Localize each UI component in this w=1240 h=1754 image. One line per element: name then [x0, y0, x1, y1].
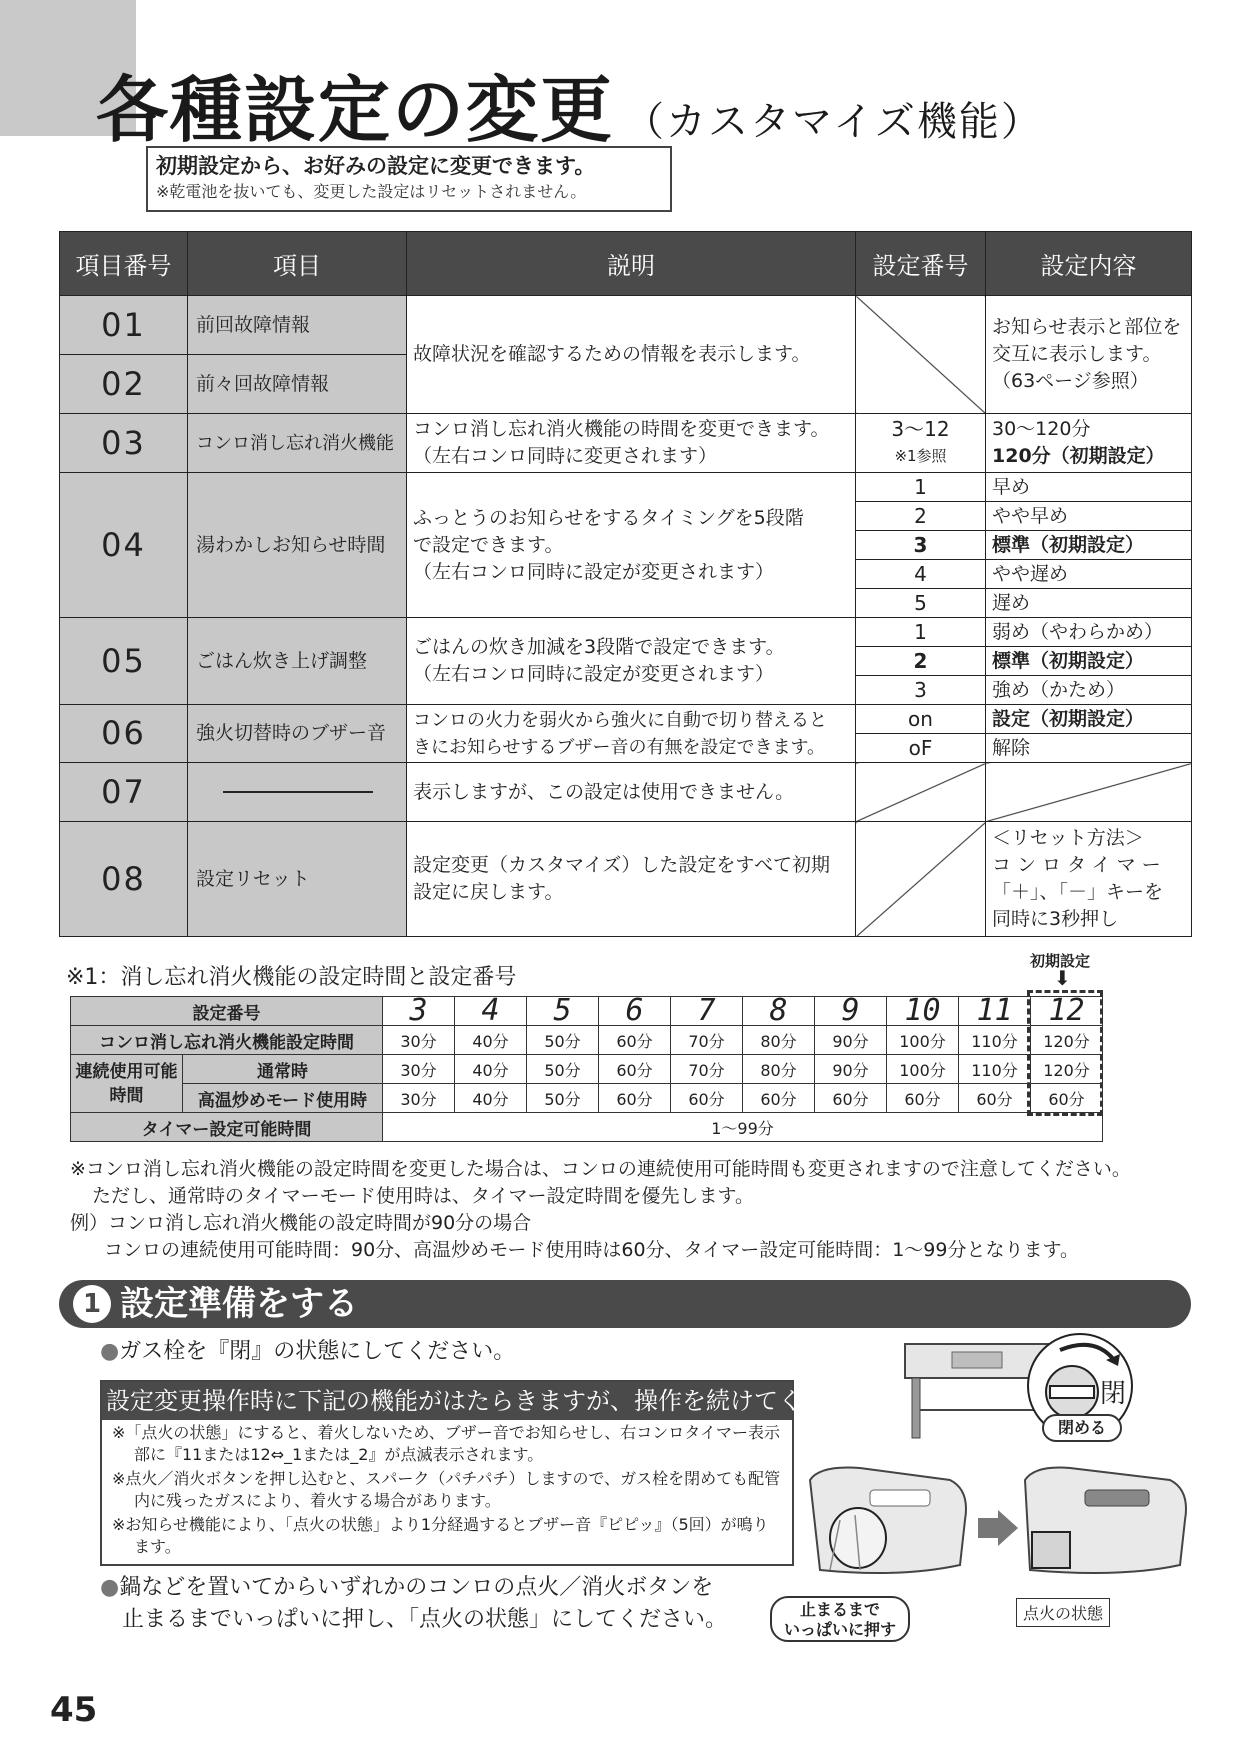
- time-cell: 100分: [887, 1055, 959, 1084]
- time-cell: 30分: [383, 1084, 455, 1113]
- setting-code: oF: [856, 734, 986, 763]
- item-name: ごはん炊き上げ調整: [188, 618, 407, 705]
- item-name: 設定リセット: [188, 822, 407, 937]
- setting-code: 4: [856, 560, 986, 589]
- time-cell: 60分: [887, 1084, 959, 1113]
- setting-code: 3〜12 ※1参照: [856, 414, 986, 473]
- setting-content: 設定（初期設定）: [986, 705, 1192, 734]
- table-row: [71, 997, 1103, 1026]
- time-cell: 120分: [1031, 1055, 1103, 1084]
- ignition-caption: 点火の状態: [1016, 1598, 1110, 1627]
- time-cell: 40分: [455, 1026, 527, 1055]
- unused-dash: [223, 791, 373, 793]
- table-row: [71, 1113, 1103, 1142]
- code-cell: 9: [815, 997, 887, 1026]
- warning-box: [100, 1380, 874, 1566]
- setting-code: 2: [856, 647, 986, 676]
- item-content: お知らせ表示と部位を 交互に表示します。 （63ページ参照）: [986, 296, 1192, 414]
- item-description: ごはんの炊き加減を3段階で設定できます。 （左右コンロ同時に設定が変更されます）: [407, 618, 856, 705]
- item-description: 故障状況を確認するための情報を表示します。: [407, 296, 856, 414]
- intro-text: 初期設定から、お好みの設定に変更できます。: [156, 154, 596, 178]
- item-number: 07: [60, 763, 188, 822]
- setting-content: 早め: [986, 473, 1192, 502]
- item-name: 強火切替時のブザー音: [188, 705, 407, 763]
- time-cell: 60分: [599, 1026, 671, 1055]
- row-label: 高温炒めモード使用時: [183, 1084, 383, 1113]
- item-number: 02: [60, 355, 188, 414]
- header-item: 項目: [188, 232, 407, 296]
- bullet-icon: ●: [100, 1575, 120, 1600]
- item-description: コンロの火力を弱火から強火に自動で切り替えると きにお知らせするブザー音の有無を設定できます。: [407, 705, 856, 763]
- setting-content: 解除: [986, 734, 1192, 763]
- item-name: コンロ消し忘れ消火機能: [188, 414, 407, 473]
- row-label: 設定番号: [71, 997, 383, 1026]
- setting-code: 1: [856, 473, 986, 502]
- time-cell: 110分: [959, 1026, 1031, 1055]
- item-number: 06: [60, 705, 188, 763]
- section-number: 1: [73, 1285, 111, 1323]
- timer-table: [70, 993, 1103, 1142]
- table-row: [60, 705, 1192, 734]
- time-cell: 50分: [527, 1084, 599, 1113]
- code-cell: 11: [959, 997, 1031, 1026]
- setting-code: on: [856, 705, 986, 734]
- time-cell: 80分: [743, 1055, 815, 1084]
- table-row: [60, 822, 1192, 937]
- time-cell: 60分: [1031, 1084, 1103, 1113]
- timer-range: 1〜99分: [383, 1113, 1103, 1142]
- push-caption: 止まるまで いっぱいに押す: [770, 1596, 910, 1642]
- warning-item: ※お知らせ機能により、「点火の状態」より1分経過するとブザー音『ピピッ』（5回）が鳴ります。: [112, 1515, 769, 1556]
- item-number: 08: [60, 822, 188, 937]
- empty-cell: [856, 763, 986, 822]
- table-row: [71, 1055, 1103, 1084]
- item-description: ふっとうのお知らせをするタイミングを5段階 で設定できます。 （左右コンロ同時に設定が変更されます）: [407, 473, 856, 618]
- time-cell: 110分: [959, 1055, 1031, 1084]
- code-cell: 7: [671, 997, 743, 1026]
- gas-valve-illustration: [900, 1330, 1160, 1470]
- warning-item: ※点火／消火ボタンを押し込むと、スパーク（パチパチ）しますので、ガス栓を閉めても配管内に残ったガスにより、着火する場合があります。: [112, 1469, 781, 1510]
- table-row: [60, 618, 1192, 647]
- page-number: 45: [50, 1690, 98, 1730]
- intro-note: ※乾電池を抜いても、変更した設定はリセットされません。: [156, 182, 587, 201]
- item-number: 01: [60, 296, 188, 355]
- item-number: 03: [60, 414, 188, 473]
- setting-content: 弱め（やわらかめ）: [986, 618, 1192, 647]
- setting-code: 3: [856, 676, 986, 705]
- note-line: ただし、通常時のタイマーモード使用時は、タイマー設定時間を優先します。: [92, 1185, 754, 1207]
- time-cell: 60分: [743, 1084, 815, 1113]
- close-caption: 閉める: [1042, 1414, 1122, 1442]
- header-setting-content: 設定内容: [986, 232, 1192, 296]
- header-item-number: 項目番号: [60, 232, 188, 296]
- row-label: 通常時: [183, 1055, 383, 1084]
- table-header-row: [60, 232, 1192, 296]
- time-cell: 70分: [671, 1055, 743, 1084]
- setting-content: 遅め: [986, 589, 1192, 618]
- header-setting-number: 設定番号: [856, 232, 986, 296]
- time-cell: 40分: [455, 1084, 527, 1113]
- empty-cell: [856, 296, 986, 414]
- time-cell: 50分: [527, 1026, 599, 1055]
- time-cell: 60分: [959, 1084, 1031, 1113]
- note-line: 例）コンロ消し忘れ消火機能の設定時間が90分の場合: [70, 1212, 532, 1234]
- valve-close-label: 閉: [1100, 1379, 1127, 1409]
- stove-button-illustration: [800, 1460, 1200, 1590]
- step-2-cont: 止まるまでいっぱいに押し、「点火の状態」にしてください。: [122, 1607, 728, 1632]
- table-row: [60, 473, 1192, 502]
- setting-content: 標準（初期設定）: [986, 647, 1192, 676]
- step-1: ●ガス栓を『閉』の状態にしてください。: [100, 1339, 516, 1364]
- bullet-icon: ●: [100, 1339, 120, 1364]
- default-label: 初期設定: [1030, 952, 1091, 970]
- warning-heading: 設定変更操作時に下記の機能がはたらきますが、操作を続けてください: [102, 1382, 792, 1420]
- time-cell: 90分: [815, 1055, 887, 1084]
- time-cell: 60分: [815, 1084, 887, 1113]
- time-cell: 60分: [599, 1055, 671, 1084]
- time-cell: 100分: [887, 1026, 959, 1055]
- group-label: 連続使用可能時間: [71, 1055, 183, 1113]
- code-cell: 6: [599, 997, 671, 1026]
- item-name: 湯わかしお知らせ時間: [188, 473, 407, 618]
- table-row: [71, 1026, 1103, 1055]
- time-cell: 120分: [1031, 1026, 1103, 1055]
- code-cell: 8: [743, 997, 815, 1026]
- code-cell: 3: [383, 997, 455, 1026]
- item-name: [188, 763, 407, 822]
- time-cell: 70分: [671, 1026, 743, 1055]
- setting-content: 標準（初期設定）: [986, 531, 1192, 560]
- step-2: ●鍋などを置いてからいずれかのコンロの点火／消火ボタンを: [100, 1575, 714, 1600]
- code-cell: 5: [527, 997, 599, 1026]
- item-number: 04: [60, 473, 188, 618]
- down-arrow-icon: ⬇: [1054, 966, 1071, 990]
- section-title: 設定準備をする: [120, 1284, 358, 1324]
- page-subtitle: （カスタマイズ機能）: [624, 99, 1043, 145]
- setting-content: 強め（かため）: [986, 676, 1192, 705]
- setting-content: やや遅め: [986, 560, 1192, 589]
- code-cell: 4: [455, 997, 527, 1026]
- item-description: 設定変更（カスタマイズ）した設定をすべて初期 設定に戻します。: [407, 822, 856, 937]
- page-title: 各種設定の変更 （カスタマイズ機能）: [96, 68, 1043, 152]
- code-cell: 12: [1031, 997, 1103, 1026]
- footnote-title: ※1：消し忘れ消火機能の設定時間と設定番号: [66, 965, 517, 990]
- note-line: ※コンロ消し忘れ消火機能の設定時間を変更した場合は、コンロの連続使用可能時間も変更されますので注意してください。: [70, 1158, 1131, 1180]
- row-label: コンロ消し忘れ消火機能設定時間: [71, 1026, 383, 1055]
- item-description: コンロ消し忘れ消火機能の時間を変更できます。 （左右コンロ同時に変更されます）: [407, 414, 856, 473]
- item-description: 表示しますが、この設定は使用できません。: [407, 763, 856, 822]
- row-label: タイマー設定可能時間: [71, 1113, 383, 1142]
- time-cell: 60分: [671, 1084, 743, 1113]
- settings-table: [59, 231, 1192, 937]
- setting-content: やや早め: [986, 502, 1192, 531]
- table-row: [60, 763, 1192, 822]
- empty-cell: [856, 822, 986, 937]
- setting-code: 3: [856, 531, 986, 560]
- item-content: ＜リセット方法＞ コンロタイマー 「＋」、「－」キーを 同時に3秒押し: [986, 822, 1192, 937]
- empty-cell: [986, 763, 1192, 822]
- table-row: [71, 1084, 1103, 1113]
- time-cell: 90分: [815, 1026, 887, 1055]
- note-line: コンロの連続使用可能時間：90分、高温炒めモード使用時は60分、タイマー設定可能時間：1〜99分となります。: [104, 1239, 1079, 1261]
- notes: [70, 1156, 1190, 1264]
- item-content: 30〜120分 120分（初期設定）: [986, 414, 1192, 473]
- default-highlight: [1027, 990, 1103, 1116]
- code-cell: 10: [887, 997, 959, 1026]
- table-row: [60, 414, 1192, 473]
- item-number: 05: [60, 618, 188, 705]
- time-cell: 30分: [383, 1055, 455, 1084]
- setting-code: 1: [856, 618, 986, 647]
- warning-item: ※「点火の状態」にすると、着火しないため、ブザー音でお知らせし、右コンロタイマー表示部に『11または12⇔_1または_2』が点滅表示されます。: [112, 1423, 780, 1464]
- setting-code: 2: [856, 502, 986, 531]
- table-row: [60, 296, 1192, 355]
- time-cell: 60分: [599, 1084, 671, 1113]
- time-cell: 30分: [383, 1026, 455, 1055]
- setting-code: 5: [856, 589, 986, 618]
- item-name: 前回故障情報: [188, 296, 407, 355]
- time-cell: 80分: [743, 1026, 815, 1055]
- time-cell: 40分: [455, 1055, 527, 1084]
- intro-box: [146, 146, 672, 212]
- item-name: 前々回故障情報: [188, 355, 407, 414]
- header-description: 説明: [407, 232, 856, 296]
- time-cell: 50分: [527, 1055, 599, 1084]
